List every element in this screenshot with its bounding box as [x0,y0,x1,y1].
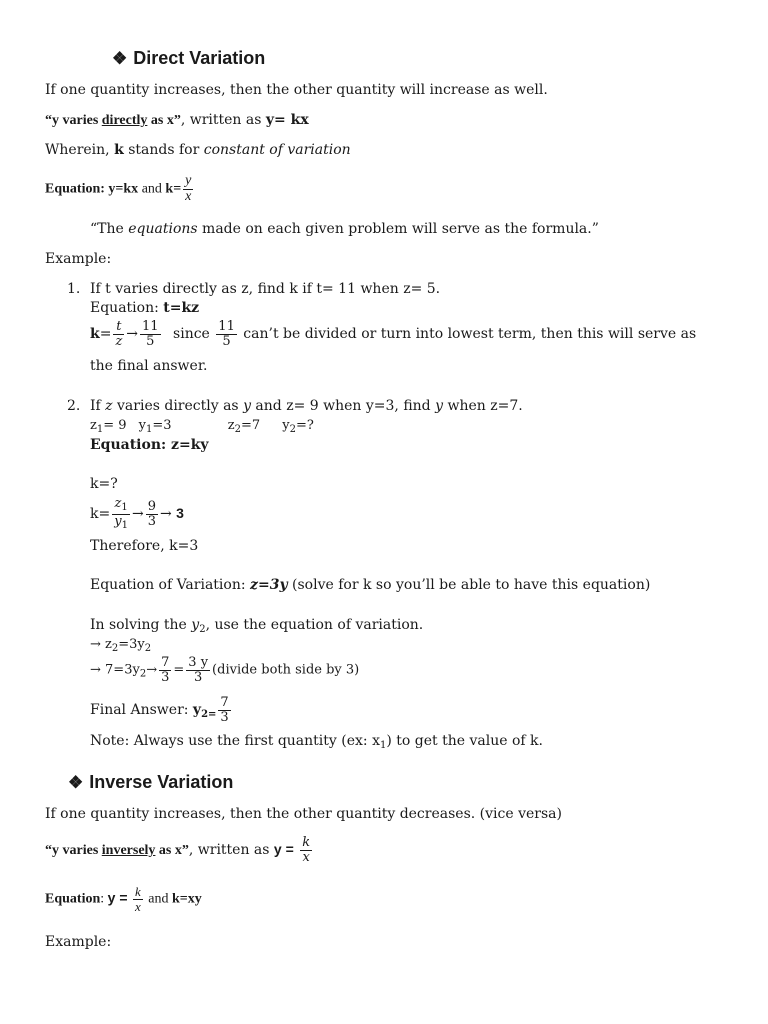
arrow-icon: → [159,506,172,522]
example-1-final: the final answer. [90,358,208,374]
arrow-icon: → [126,326,139,343]
eleven-over-five-fraction-2: $\frac{11}{5}$ [218,319,235,349]
inverse-varies-line: “y varies inversely as x”, written as y = $\frac{k}{x}$ [45,835,311,865]
arrow-icon: → [131,506,144,522]
wherein-line: Wherein, k stands for constant of variation [45,142,351,158]
note-line: Note: Always use the first quantity (ex: $x_1$) to get the value of k. [90,733,543,751]
z1-over-y1-fraction: $\frac{z_1}{y_1}$ [114,496,128,531]
diamond-bullet-icon: ❖ [68,773,84,792]
k-unknown: k=? [90,476,118,492]
example-1-equation: Equation: t=kz [90,300,200,316]
inverse-variation-heading: ❖ Inverse Variation [68,772,234,792]
y-over-x-fraction: $\frac{y}{x}$ [185,173,192,204]
t-over-z-fraction: $\frac{t}{z}$ [115,319,123,349]
example-1-number: 1. [67,281,81,297]
k-over-x-fraction-2: $\frac{k}{x}$ [135,884,141,914]
inverse-equation-line: Equation: y = $\frac{k}{x}$ and k=xy [45,884,202,914]
example-2-given: $z_1= 9$ $y_1=3$ $z_2=7$ $y_2=$? [90,418,314,435]
direct-variation-heading: ❖ Direct Variation [112,48,266,68]
arrow-icon: → [90,637,101,652]
example-2-number: 2. [67,398,81,414]
final-seven-over-three-fraction: $\frac{7}{3}$ [220,695,229,725]
example-2-problem: If z varies directly as y and z= 9 when y=3, find y when z=7. [90,398,523,414]
seven-over-three-fraction: $\frac{7}{3}$ [161,655,170,685]
k-over-x-fraction: $\frac{k}{x}$ [302,835,311,865]
solving-line: In solving the $y_2$, use the equation of variation. [90,617,424,635]
example-2-equation: Equation: z=ky [90,437,209,453]
step-1: → $z_2=3y_2$ [90,637,152,654]
equation-of-variation: Equation of Variation: z=3y (solve for k so you’ll be able to have this equation) [90,577,651,593]
eleven-over-five-fraction: $\frac{11}{5}$ [142,319,159,349]
diamond-bullet-icon: ❖ [112,49,128,68]
inverse-definition: If one quantity increases, then the other quantity decreases. (vice versa) [45,806,562,822]
example-1-problem: If t varies directly as z, find k if t= 11 when z= 5. [90,281,441,297]
example-1-solution: k= $\frac{t}{z}$ → $\frac{11}{5}$ since $\frac{11}{5}$ can’t be divided or turn into lowest term, then this will serve as [90,319,697,349]
direct-example-label: Example: [45,251,112,267]
formula-quote: “The equations made on each given problem will serve as the formula.” [90,221,599,237]
arrow-icon: → [146,662,158,678]
therefore-line: Therefore, k=3 [90,538,199,554]
inverse-example-label: Example: [45,934,112,950]
k-computation: k= $\frac{z_1}{y_1}$ → $\frac{9}{3}$ → 3 [90,496,184,531]
nine-over-three-fraction: $\frac{9}{3}$ [147,498,156,529]
arrow-icon: → [90,662,101,678]
final-answer: Final Answer: $y_{2=}$ $\frac{7}{3}$ [90,695,229,725]
direct-equation-line: Equation: y=kx and k= $\frac{y}{x}$ [45,173,192,204]
3y-over-three-fraction: $\frac{3 y}{3}$ [188,655,209,685]
direct-definition: If one quantity increases, then the other quantity will increase as well. [45,82,548,98]
step-2: → $7=3y_2\to$ $\frac{7}{3}$ = $\frac{3 y}{3}$ (divide both side by 3) [90,655,360,685]
direct-varies-line: “y varies directly as x”, written as y= kx [45,112,309,128]
